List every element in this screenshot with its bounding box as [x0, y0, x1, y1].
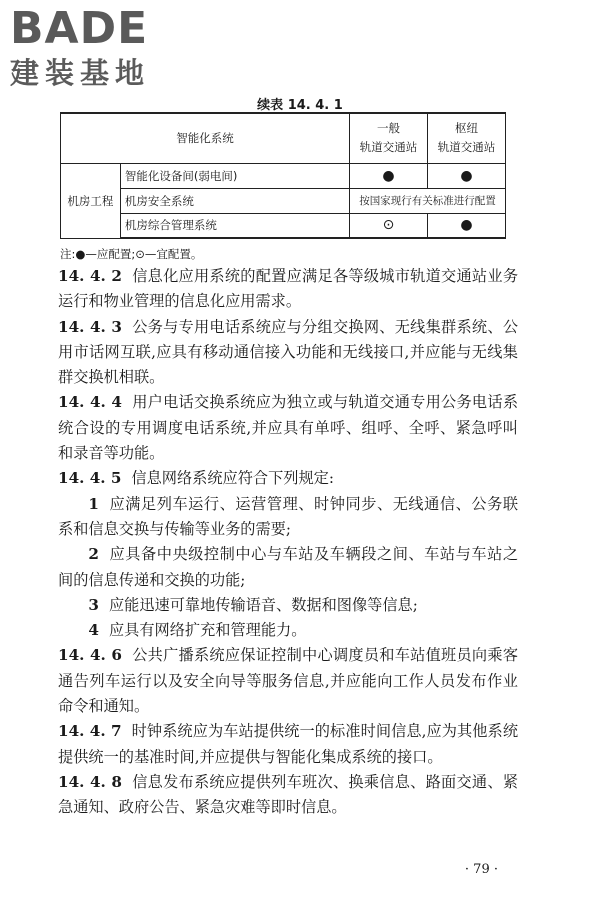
group-machine-room: 机房工程 — [61, 163, 121, 238]
table-row — [61, 188, 506, 213]
clauses-body — [58, 264, 518, 821]
list-item: 3 应能迅速可靠地传输语音、数据和图像等信息; — [88, 595, 418, 614]
page-number: · 79 · — [464, 862, 498, 877]
row-merged-note: 按国家现行有关标准进行配置 — [350, 188, 506, 213]
row-mark: ● — [350, 163, 428, 188]
row-name: 机房安全系统 — [120, 188, 349, 213]
clause-14-4-8: 14. 4. 8 信息发布系统应提供列车班次、换乘信息、路面交通、紧急通知、政府公告、紧急灾难等即时信息。 — [58, 772, 519, 817]
brand-logo — [10, 3, 180, 90]
header-system: 智能化系统 — [61, 113, 350, 163]
list-item: 4 应具有网络扩充和管理能力。 — [88, 621, 307, 640]
row-mark: ● — [428, 163, 506, 188]
row-name: 机房综合管理系统 — [120, 213, 349, 238]
clause-14-4-2: 14. 4. 2 信息化应用系统的配置应满足各等级城市轨道交通站业务运行和物业管理的信息化应用需求。 — [58, 267, 519, 311]
table-title: 续表 14. 4. 1 — [257, 98, 343, 113]
clause-14-4-7: 14. 4. 7 时钟系统应为车站提供统一的标准时间信息,应为其他系统提供统一的基准时间,并应提供与智能化集成系统的接口。 — [58, 722, 519, 766]
row-name: 智能化设备间(弱电间) — [120, 163, 349, 188]
header-general-station: 一般 轨道交通站 — [350, 113, 428, 163]
row-mark: ⊙ — [350, 213, 428, 238]
clause-14-4-4: 14. 4. 4 用户电话交换系统应为独立或与轨道交通专用公务电话系统合设的专用调度电话系统,并应具有单呼、组呼、全呼、紧急呼叫和录音等功能。 — [58, 393, 519, 463]
logo-brand: BADE — [10, 3, 149, 54]
clause-14-4-5: 14. 4. 5 信息网络系统应符合下列规定: — [58, 469, 334, 488]
clause-14-4-3: 14. 4. 3 公务与专用电话系统应与分组交换网、无线集群系统、公用市话网互联,应具有移动通信接入功能和无线接口,并应能与无线集群交换机相联。 — [58, 317, 519, 387]
row-mark: ● — [428, 213, 506, 238]
table-row — [61, 213, 506, 238]
clause-14-4-6: 14. 4. 6 公共广播系统应保证控制中心调度员和车站值班员向乘客通告列车运行以及安全向导等服务信息,并应能向工作人员发布作业命令和通知。 — [58, 646, 519, 716]
system-table — [60, 112, 506, 239]
table-header-row — [61, 113, 506, 163]
table-note: 注:●—应配置;⊙—宜配置。 — [60, 247, 203, 261]
list-item: 1 应满足列车运行、运营管理、时钟同步、无线通信、公务联系和信息交换与传输等业务的需要; — [58, 494, 518, 538]
table-row — [61, 163, 506, 188]
header-hub-station: 枢纽 轨道交通站 — [428, 113, 506, 163]
logo-subtitle: 建装基地 — [10, 56, 151, 90]
list-item: 2 应具备中央级控制中心与车站及车辆段之间、车站与车站之间的信息传递和交换的功能; — [58, 545, 518, 589]
